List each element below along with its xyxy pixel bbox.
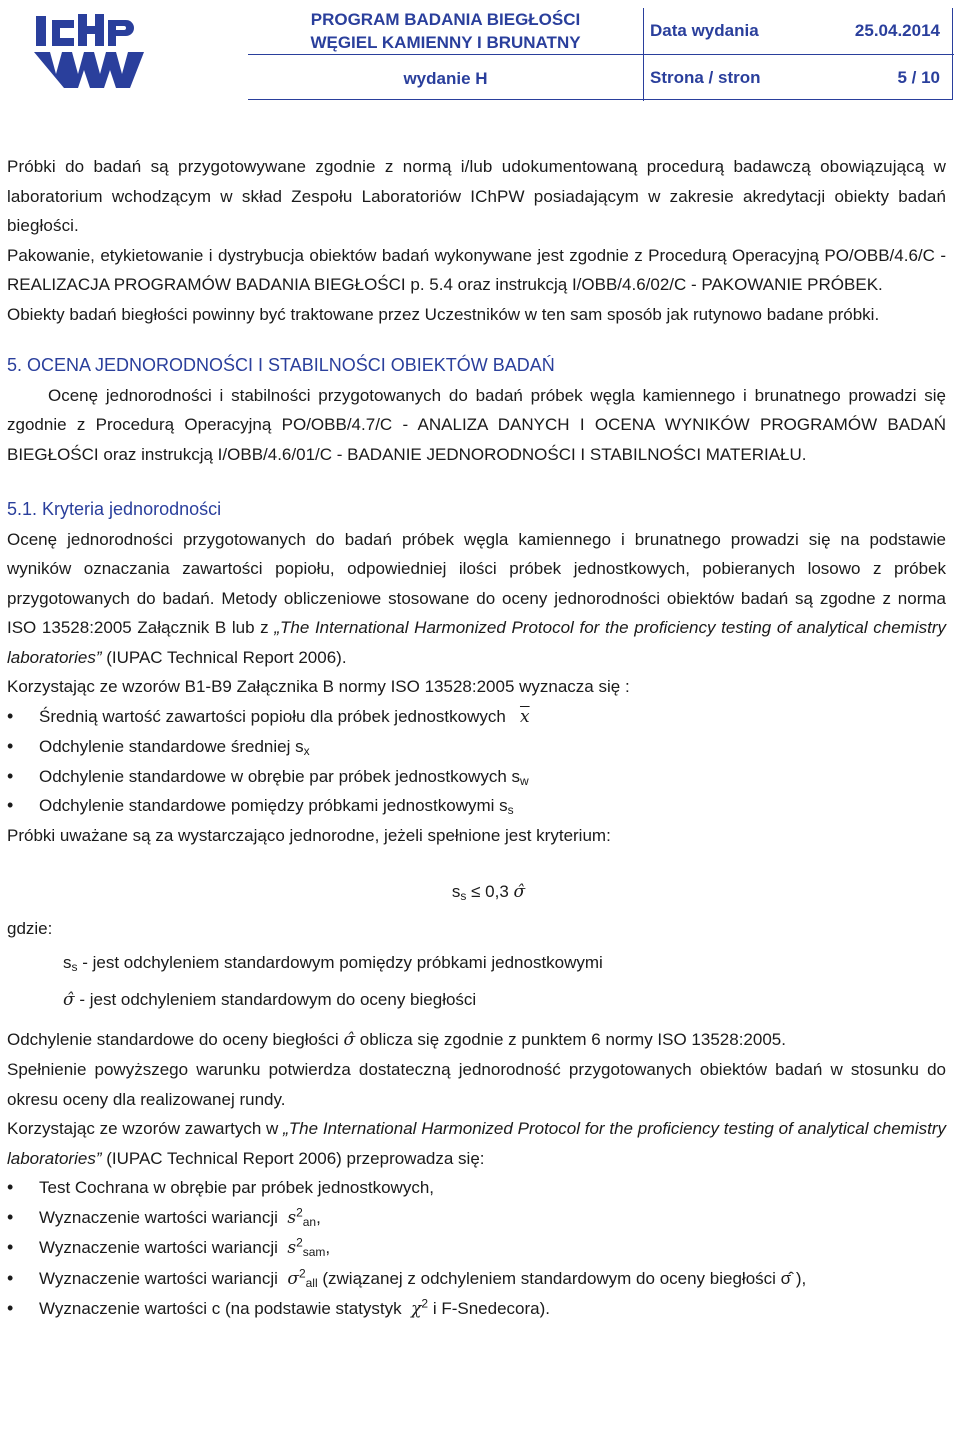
list-item-subscript: s xyxy=(507,803,514,817)
list-item-suffix: (związanej z odchyleniem standardowym do oceny biegłości σ̂ ), xyxy=(317,1268,807,1288)
page-number: 5 / 10 xyxy=(830,55,954,102)
chi-superscript: 2 xyxy=(421,1296,429,1311)
p6-protocol-title: „The International Harmonized Protocol for the proficiency testing of analytical chemistry laboratories” xyxy=(7,1119,946,1168)
section-5-1-paragraph-3: Próbki uważane są za wystarczająco jednorodne, jeżeli spełnione jest kryterium: xyxy=(7,825,611,845)
procedures-list xyxy=(7,1173,946,1325)
mean-x-symbol: $\overline{x}$ xyxy=(519,706,530,727)
formula-lhs-subscript: s xyxy=(460,889,467,903)
intro-paragraph-3: Obiekty badań biegłości powinny być traktowane przez Uczestników w ten sam sposób jak rutynowo badane próbki. xyxy=(7,304,880,324)
list-item-subscript: x xyxy=(303,744,310,758)
formula-operator: ≤ 0,3 xyxy=(471,882,509,901)
list-item-text: Wyznaczenie wartości wariancji xyxy=(39,1238,278,1257)
intro-paragraph-1: Próbki do badań są przygotowywane zgodnie z normą i/lub udokumentowaną procedurą badawczą obowiązującą w laboratorium wchodzącym w skład Zespołu Laboratoriów IChPW posiadającym w zakresie akredytacji obiekty badań biegłości. xyxy=(7,157,946,235)
definition-sigma-hat xyxy=(7,981,946,1019)
page-header xyxy=(0,0,960,100)
quantities-list xyxy=(7,702,946,821)
p6-text-a: Korzystając ze wzorów zawartych w xyxy=(7,1119,284,1138)
variance-superscript: 2 xyxy=(296,1204,303,1219)
p1-text-b: (IUPAC Technical Report 2006). xyxy=(101,647,347,667)
list-item-suffix: , xyxy=(325,1238,331,1257)
list-item-text: Średnią wartość zawartości popiołu dla próbek jednostkowych xyxy=(39,706,506,726)
issue-date-value: 25.04.2014 xyxy=(854,21,940,40)
definition-ss xyxy=(7,944,946,981)
list-item xyxy=(7,1203,946,1234)
where-label: gdzie: xyxy=(7,919,53,938)
definition-symbol: s xyxy=(63,952,72,972)
list-item-text: Odchylenie standardowe pomiędzy próbkami jednostkowymi s xyxy=(39,796,508,815)
formula-lhs: s xyxy=(451,882,461,901)
program-title xyxy=(248,8,644,55)
section-5-1-paragraph-2: Korzystając ze wzorów B1-B9 Załącznika B normy ISO 13528:2005 wyznacza się : xyxy=(7,677,630,696)
section-5-1-paragraph-4 xyxy=(7,1025,946,1056)
program-title-line1: PROGRAM BADANIA BIEGŁOŚCI xyxy=(310,10,581,29)
definition-text: - jest odchyleniem standardowym pomiędzy próbkami jednostkowymi xyxy=(77,952,603,972)
p4-text-b: oblicza się zgodnie z punktem 6 normy ISO 13528:2005. xyxy=(355,1029,786,1049)
header-table xyxy=(248,8,954,101)
list-item-subscript: w xyxy=(520,773,529,788)
section-5-body-text: Ocenę jednorodności i stabilności przygotowanych do badań próbek węgla kamiennego i brunatnego prowadzi się zgodnie z Procedurą Operacyjną PO/OBB/4.7/C - ANALIZA DANYCH I OCENA WYNIKÓW PROGRAMÓW BADAŃ BIEGŁOŚCI oraz instrukcją I/OBB/4.6/01/C - BADANIE JEDNORODNOŚCI I STABILNOŚCI MATERIAŁU. xyxy=(7,385,946,464)
section-5-1-paragraph-1 xyxy=(7,525,946,673)
variance-subscript: sam xyxy=(302,1245,326,1259)
p1-text-a: Ocenę jednorodności przygotowanych do badań próbek węgla kamiennego i brunatnego prowadzi się na podstawie wyników oznaczania zawartości popiołu, odpowiedniej ilości próbek jednostkowych, pobieranych losowo z próbek przygotowanych do badań. Metody obliczeniowe stosowane do oceny jednorodności obiektów badań są zgodne z norma ISO 13528:2005 Załącznik B lub z xyxy=(7,529,946,637)
definition-subscript: s xyxy=(71,959,78,974)
list-item xyxy=(7,762,946,792)
edition: wydanie H xyxy=(248,55,644,102)
list-item xyxy=(7,1264,946,1295)
variance-symbol: σ xyxy=(287,1268,299,1289)
variance-subscript: an xyxy=(302,1214,317,1229)
definition-text: - jest odchyleniem standardowym do oceny biegłości xyxy=(74,989,477,1009)
p1-protocol-title: „The International Harmonized Protocol for the proficiency testing of analytical chemistry laboratories” xyxy=(7,618,946,667)
chi-symbol: χ xyxy=(411,1299,422,1319)
homogeneity-criterion-formula xyxy=(7,850,946,914)
variance-symbol: s xyxy=(287,1238,297,1258)
section-5-heading: 5. OCENA JEDNORODNOŚCI I STABILNOŚCI OBIEKTÓW BADAŃ xyxy=(7,355,555,375)
section-5-1-heading: 5.1. Kryteria jednorodności xyxy=(7,499,222,519)
list-item-text: Wyznaczenie wartości c (na podstawie statystyk xyxy=(39,1299,402,1318)
list-item xyxy=(7,702,946,733)
program-title-line2: WĘGIEL KAMIENNY I BRUNATNY xyxy=(310,33,581,52)
section-5-1-paragraph-6 xyxy=(7,1114,946,1173)
list-item xyxy=(7,732,946,762)
sigma-hat-symbol: σ̂ xyxy=(513,882,526,902)
variance-symbol: s xyxy=(287,1207,297,1228)
issue-date-label: Data wydania xyxy=(644,8,831,55)
ichpw-logo xyxy=(30,8,148,92)
list-item-text: Test Cochrana w obrębie par próbek jednostkowych, xyxy=(39,1178,434,1197)
list-item-text: Odchylenie standardowe w obrębie par próbek jednostkowych s xyxy=(39,766,520,786)
page-label: Strona / stron xyxy=(644,55,831,102)
sigma-hat-symbol: σ̂ xyxy=(63,989,75,1010)
p6-text-b: (IUPAC Technical Report 2006) przeprowadza się: xyxy=(101,1148,485,1168)
p4-text-a: Odchylenie standardowe do oceny biegłości xyxy=(7,1029,344,1049)
list-item xyxy=(7,791,946,821)
sigma-hat-symbol: σ̂ xyxy=(343,1029,356,1050)
section-5-body xyxy=(7,381,946,470)
list-item-text: Odchylenie standardowe średniej s xyxy=(39,737,304,756)
variance-superscript: 2 xyxy=(296,1235,303,1250)
list-item xyxy=(7,1233,946,1264)
section-5-1-paragraph-5: Spełnienie powyższego warunku potwierdza dostateczną jednorodność przygotowanych obiektów badań w stosunku do okresu oceny dla realizowanej rundy. xyxy=(7,1060,946,1109)
variance-subscript: all xyxy=(305,1275,318,1290)
intro-paragraph-2: Pakowanie, etykietowanie i dystrybucja obiektów badań wykonywane jest zgodnie z Procedurą Operacyjną PO/OBB/4.6/C - REALIZACJA PROGRAMÓW BADANIA BIEGŁOŚCI p. 5.4 oraz instrukcją I/OBB/4.6/02/C - PAKOWANIE PRÓBEK. xyxy=(7,245,946,294)
page-content xyxy=(7,152,946,1325)
list-item-suffix: , xyxy=(316,1207,321,1227)
variance-superscript: 2 xyxy=(298,1265,306,1280)
list-item-text: Wyznaczenie wartości wariancji xyxy=(39,1207,278,1227)
list-item xyxy=(7,1173,946,1203)
list-item-text: Wyznaczenie wartości wariancji xyxy=(39,1268,278,1288)
list-item-suffix: i F-Snedecora). xyxy=(428,1299,550,1318)
list-item xyxy=(7,1294,946,1325)
